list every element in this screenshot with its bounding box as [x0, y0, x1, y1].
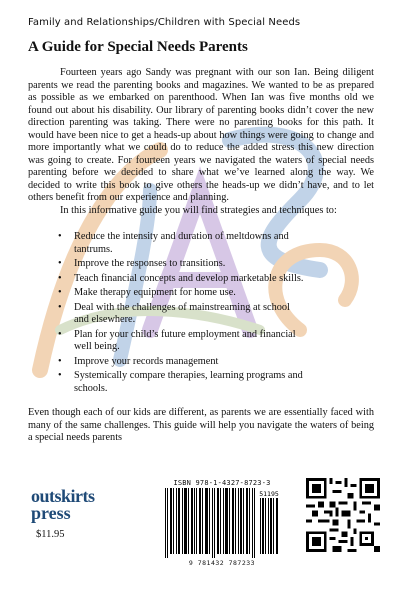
intro-line: In this informative guide you will find strategies and techniques to: — [60, 204, 337, 216]
publisher-line1: outskirts — [31, 486, 95, 506]
description — [28, 67, 374, 445]
qr-code-icon — [306, 478, 380, 552]
closing-paragraph: Even though each of our kids are different, as parents we are essentially faced with many of the same challenges. This guide will help you navigate the waters of being a special needs parents — [28, 407, 374, 443]
barcode-icon — [163, 488, 281, 558]
list-item: • Reduce the intensity and duration of meltdowns and tantrums. — [28, 231, 374, 256]
category-label: Family and Relationships/Children with Special Needs — [28, 17, 301, 28]
strategy-list — [28, 231, 374, 395]
list-item: • Deal with the challenges of mainstreaming at school and elsewhere. — [28, 302, 374, 327]
price: $11.95 — [36, 529, 65, 540]
list-item: • Improve your records management — [28, 356, 374, 369]
book-title: A Guide for Special Needs Parents — [28, 39, 248, 55]
description-paragraph: Fourteen years ago Sandy was pregnant with our son Ian. Being diligent parents we read the parenting books and magazines. We wanted to be as prepared as possible as we embarked on parenthood. When Ian was five months old we found out about his disability. Our library of parenting books didn’t cover the new direction parenting was taking. There were no parenting books for this path. It would have been nice to get a heads-up about how things were going to change and more importantly what we could do to reduce the added stress this new direction was going to create. For fourteen years we navigated the waters of special needs parenting before we decided to share what we’ve learned along the way. We decided to write this book to give others the heads-up we didn’t have, and to let others benefit from our experience and planning. — [28, 67, 374, 203]
list-item: • Systemically compare therapies, learning programs and schools. — [28, 370, 374, 395]
isbn-text: ISBN 978-1-4327-8723-3 — [173, 479, 271, 487]
list-item: • Make therapy equipment for home use. — [28, 287, 374, 300]
barcode-digits: 9 781432 787233 — [188, 559, 256, 567]
publisher-logo — [31, 488, 95, 522]
barcode-addon-text: 51195 — [259, 490, 279, 498]
list-item: • Improve the responses to transitions. — [28, 258, 374, 271]
publisher-line2: press — [31, 503, 71, 523]
list-item: • Plan for your child’s future employment and financial well being. — [28, 329, 374, 354]
barcode — [163, 479, 281, 569]
list-item: • Teach financial concepts and develop marketable skills. — [28, 273, 374, 286]
